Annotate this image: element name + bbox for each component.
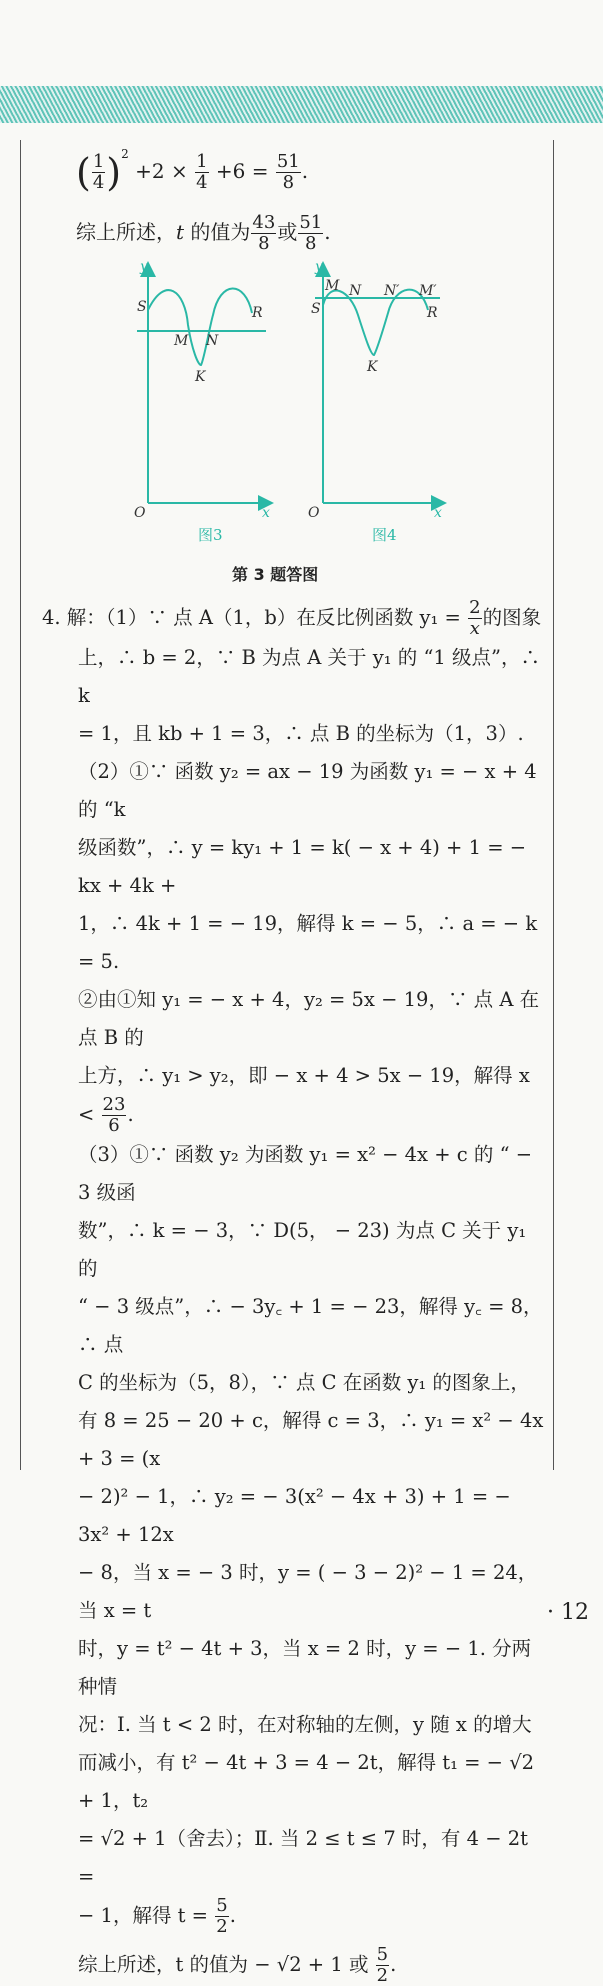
header-stripe [0, 86, 603, 123]
fraction-1-4: $\frac{1}{4}$ [92, 151, 105, 193]
fig3-label-s: S [137, 299, 147, 315]
fig4-curve [323, 290, 428, 355]
fig3-caption: 图3 [198, 526, 223, 544]
q4-line-17: 况：Ⅰ. 当 t < 2 时，在对称轴的左侧，y 随 x 的增大 [78, 1713, 532, 1736]
q4-line-19: = √2 + 1（舍去）；Ⅱ. 当 2 ≤ t ≤ 7 时，有 4 − 2t = [78, 1827, 529, 1888]
q4-line-14: − 2)² − 1，∴ y₂ = − 3(x² − 4x + 3) + 1 = − 3x² + 12x [78, 1485, 511, 1546]
fig3-label-x: x [262, 505, 270, 521]
fig4-label-n2: N′ [384, 283, 400, 299]
fraction-43-8: $\frac{43}{8}$ [252, 212, 276, 254]
q4-line-6: 1，∴ 4k + 1 = − 19，解得 k = − 5，∴ a = − k = 5. [78, 912, 538, 973]
q4-line-21: 综上所述，t 的值为 − √2 + 1 或 $\frac{5}{2}$ . [78, 1944, 397, 1986]
fig3-label-o: O [134, 505, 146, 521]
fraction-51-8-b: $\frac{51}{8}$ [299, 212, 323, 254]
fig4-label-y: y [315, 259, 323, 275]
fig3-curve [148, 288, 252, 365]
q4-line-13: 有 8 = 25 − 20 + c，解得 c = 3，∴ y₁ = x² − 4x + 3 = (x [78, 1409, 544, 1470]
fig4-label-o: O [308, 505, 320, 521]
fraction-5-2: $\frac{5}{2}$ [216, 1895, 228, 1937]
fig4-label-s: S [311, 301, 321, 317]
fig3-label-n: N [206, 333, 219, 349]
fig4-label-n: N [349, 283, 362, 299]
q4-line-11: “ − 3 级点”，∴ − 3y꜀ + 1 = − 23，解得 y꜀ = 8，∴ 点 [78, 1295, 543, 1356]
q4-line-8: 上方，∴ y₁ > y₂，即 − x + 4 > 5x − 19，解得 x < $\frac{23}{6}$ . [78, 1064, 530, 1136]
fig4-label-r: R [427, 305, 438, 321]
q4-line-9: （3）①∵ 函数 y₂ 为函数 y₁ = x² − 4x + c 的 “ − 3 级函 [78, 1143, 533, 1204]
fig3-label-k: K [195, 369, 206, 385]
fraction-1-4-b: $\frac{1}{4}$ [196, 151, 208, 193]
figure-3-4-graphs [0, 255, 603, 585]
fig3-label-r: R [252, 305, 263, 321]
q4-line-10: 数”，∴ k = − 3，∵ D(5， − 23) 为点 C 关于 y₁ 的 [78, 1219, 527, 1280]
q4-line-7: ②由①知 y₁ = − x + 4，y₂ = 5x − 19，∵ 点 A 在点 B 的 [78, 988, 540, 1049]
fig4-caption: 图4 [372, 526, 397, 544]
q4-line-20: − 1，解得 t = $\frac{5}{2}$ . [78, 1895, 236, 1937]
q4-line-3: = 1，且 kb + 1 = 3，∴ 点 B 的坐标为（1，3）. [78, 722, 524, 745]
q4-line-1: 4. 解：（1）∵ 点 A（1，b）在反比例函数 y₁ = $\frac{2}{x}$的图象 [42, 597, 542, 639]
fraction-5-2-b: $\frac{5}{2}$ [376, 1944, 389, 1986]
summary-line-1: 综上所述，t 的值为 $\frac{43}{8}$ 或 $\frac{51}{8}$ . [76, 212, 331, 254]
fig4-label-m2: M′ [419, 283, 437, 299]
equation-line-1: ( $\frac{1}{4}$ )$^2$ +2 × $\frac{1}{4}$ +6 = $\frac{51}{8}$ . [76, 147, 309, 195]
fraction-2-x: $\frac{2}{x}$ [469, 597, 481, 639]
fig4-label-x: x [434, 505, 442, 521]
q4-line-5: 级函数”，∴ y = ky₁ + 1 = k( − x + 4) + 1 = − kx + 4k + [78, 836, 527, 897]
fig3-label-m: M [174, 333, 189, 349]
fraction-51-8: $\frac{51}{8}$ [276, 151, 300, 193]
fig4-label-m: M [325, 278, 340, 294]
q4-line-2: 上，∴ b = 2，∵ B 为点 A 关于 y₁ 的 “1 级点”，∴ k [78, 646, 541, 707]
figure-4 [315, 265, 443, 503]
q4-line-18: 而减小，有 t² − 4t + 3 = 4 − 2t，解得 t₁ = − √2 + 1，t₂ [78, 1751, 535, 1812]
figure-caption: 第 3 题答图 [232, 565, 319, 584]
q4-line-15: − 8，当 x = − 3 时，y = ( − 3 − 2)² − 1 = 24，当 x = t [78, 1561, 538, 1622]
fraction-23-6: $\frac{23}{6}$ [102, 1094, 126, 1136]
q4-line-12: C 的坐标为（5，8），∵ 点 C 在函数 y₁ 的图象上， [78, 1371, 530, 1394]
fig4-label-k: K [367, 359, 378, 375]
page-number: · 12 [547, 1600, 589, 1625]
q4-line-4: （2）①∵ 函数 y₂ = ax − 19 为函数 y₁ = − x + 4 的 “k [78, 760, 537, 821]
q4-solution [40, 598, 545, 1986]
q4-line-16: 时，y = t² − 4t + 3，当 x = 2 时，y = − 1. 分两种情 [78, 1637, 532, 1698]
fig3-label-y: y [140, 259, 148, 275]
